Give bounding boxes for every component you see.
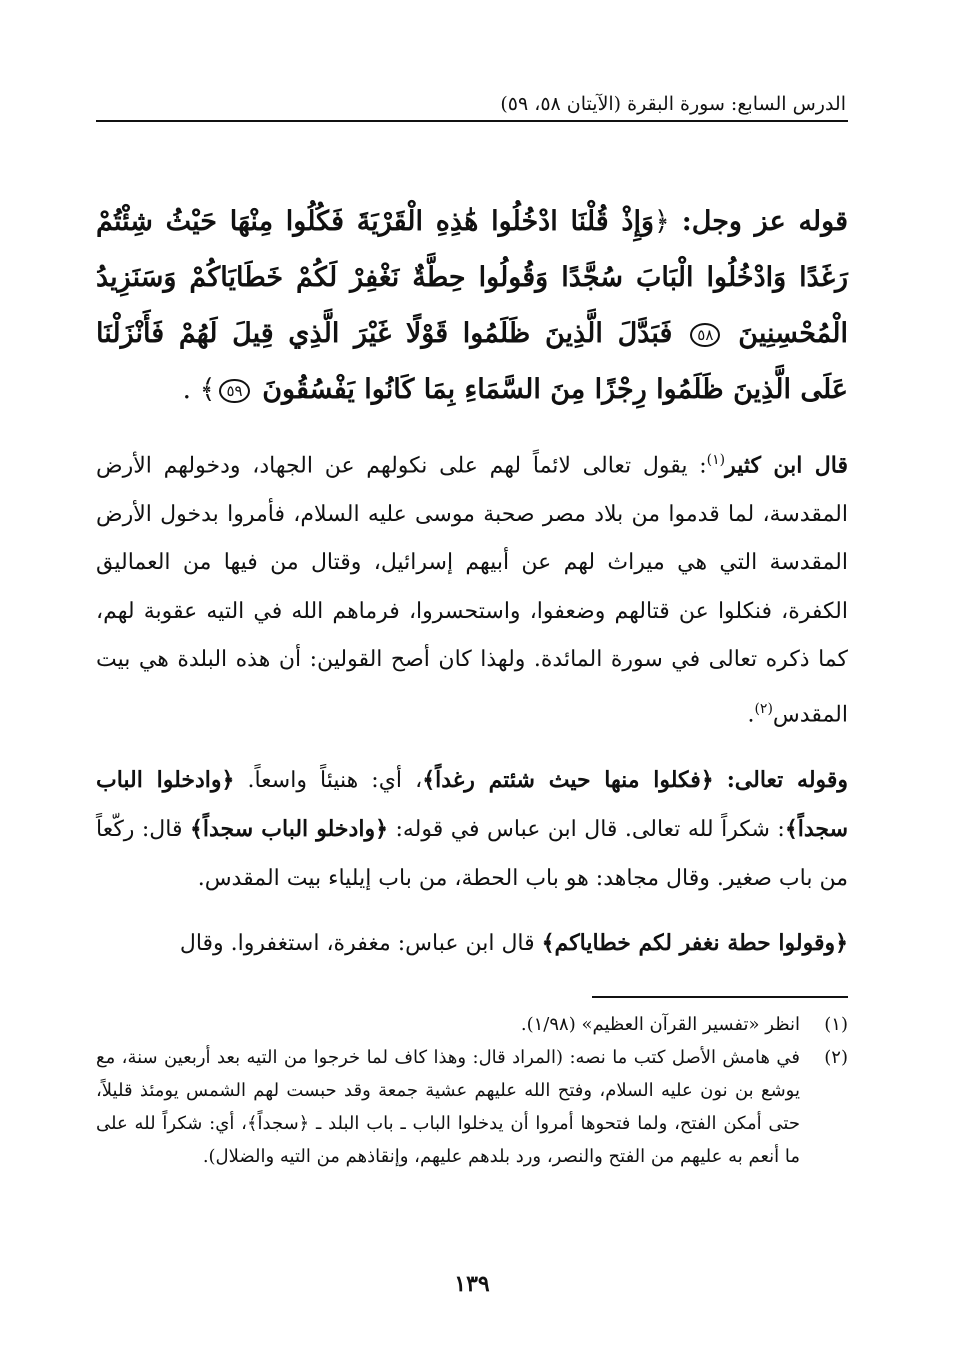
- paragraph-text: قال ابن عباس: مغفرة، استغفروا. وقال: [179, 931, 535, 957]
- footnote-text: انظر «تفسير القرآن العظيم» (١/٩٨).: [520, 1014, 800, 1035]
- footnote-1: [96, 1008, 848, 1041]
- ayah-number-58: ٥٨: [690, 323, 720, 347]
- footnote-rule: [592, 996, 848, 998]
- verse-open-bracket: ﴿: [654, 206, 670, 237]
- running-header: الدرس السابع: سورة البقرة (الآيتان ٥٨، ٥٩): [500, 93, 846, 115]
- paragraph-end: .: [747, 702, 755, 728]
- quran-verse-block: [96, 194, 848, 418]
- header-rule: [96, 120, 848, 122]
- verse-close-bracket: ﴾ .: [182, 374, 216, 405]
- paragraph-hitta: [96, 919, 848, 969]
- verse-text-58: وَإِذْ قُلْنَا ادْخُلُوا هَٰذِهِ الْقَرْيَةَ فَكُلُوا مِنْهَا حَيْثُ شِئْتُمْ رَغَدًا وَادْخُلُوا الْبَابَ سُجَّدًا وَقُولُوا حِطَّةٌ نَغْفِرْ لَكُمْ خَطَايَاكُمْ وَسَنَزِيدُ الْمُحْسِنِينَ: [96, 206, 848, 349]
- book-page: [96, 0, 848, 1365]
- quoted-verse: ﴿فكلوا منها حيث شئتم رغداً﴾: [422, 766, 714, 793]
- paragraph-text: : يقول تعالى لائماً لهم على نكولهم عن الجهاد، ودخولهم الأرض المقدسة، لما قدموا من بلاد مصر صحبة موسى عليه السلام، فأمروا بدخول الأرض المقدسة التي هي ميراث لهم عن أبيهم إسرائيل، وقتال من فيها من العماليق الكفرة، فنكلوا عن قتالهم وضعفوا، واستحسروا، فرماهم الله في التيه عقوبة لهم، كما ذكره تعالى في سورة المائدة. ولهذا كان أصح القولين: أن هذه البلدة هي بيت المقدس: [96, 453, 848, 728]
- paragraph-text: ، أي: هنيئاً واسعاً.: [247, 767, 423, 793]
- quoted-verse: ﴿وادخلوا الباب سجداً﴾: [96, 766, 848, 843]
- footnote-ref-1: (١): [706, 452, 726, 468]
- paragraph-ibn-kathir: [96, 436, 848, 740]
- paragraph-text: : شكراً لله تعالى. قال ابن عباس في قوله:: [395, 817, 785, 843]
- page-number: ١٣٩: [454, 1271, 490, 1297]
- ayah-number-59: ٥٩: [219, 379, 249, 403]
- verse-intro: قوله عز وجل:: [681, 206, 849, 237]
- footnote-2: [96, 1041, 848, 1173]
- paragraph-commentary: [96, 756, 848, 904]
- verse-text-59: فَبَدَّلَ الَّذِينَ ظَلَمُوا قَوْلًا غَيْرَ الَّذِي قِيلَ لَهُمْ فَأَنْزَلْنَا عَلَى الَّذِينَ ظَلَمُوا رِجْزًا مِنَ السَّمَاءِ بِمَا كَانُوا يَفْسُقُونَ: [96, 318, 848, 405]
- footnotes: [96, 1008, 848, 1173]
- footnote-text: في هامش الأصل كتب ما نصه: (المراد قال: وهذا كاف لما خرجوا من التيه بعد أربعين سنة، مع يوشع بن نون عليه السلام، وفتح الله عليهم عشية جمعة وقد حبست لهم الشمس يومئذ قليلاً، حتى أمكن الفتح، ولما فتحوها أمروا أن يدخلوا الباب ـ باب البلد ـ ﴿سجداً﴾، أي: شكراً لله على ما أنعم به عليهم من الفتح والنصر، ورد بلدهم عليهم، وإنقاذهم من التيه والضلال).: [96, 1047, 800, 1167]
- footnote-ref-2: (٢): [754, 700, 773, 717]
- quoted-verse: ﴿وادخلو الباب سجداً﴾: [189, 816, 388, 843]
- paragraph-lead: وقوله تعالى:: [726, 766, 849, 793]
- main-text: [96, 194, 848, 985]
- footnote-number: (٢): [824, 1047, 848, 1068]
- quoted-verse: ﴿وقولوا حطة نغفر لكم خطاياكم﴾: [541, 930, 848, 957]
- footnote-number: (١): [824, 1014, 848, 1035]
- paragraph-lead: قال ابن كثير: [725, 452, 848, 479]
- paragraph-text: قال: ركّعاً من باب صغير. وقال مجاهد: هو باب الحطة، من باب إيلياء بيت المقدس.: [96, 817, 848, 891]
